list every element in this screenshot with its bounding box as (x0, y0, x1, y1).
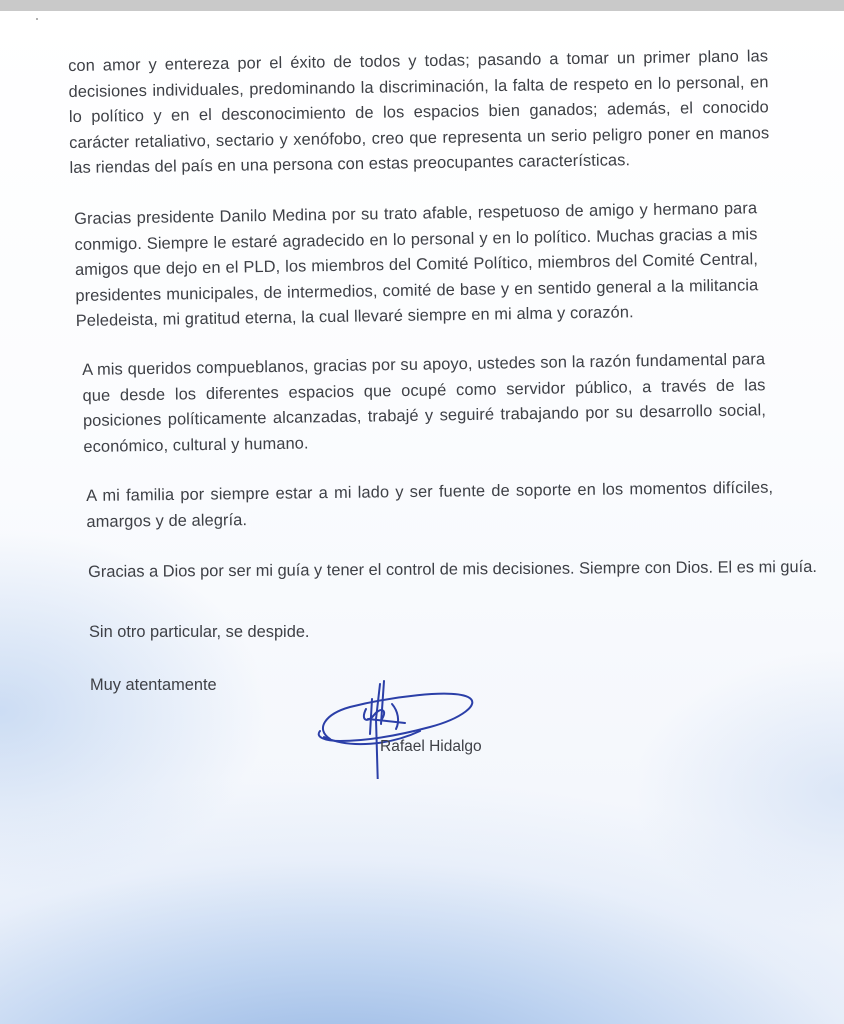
paragraph-opposition-concerns: con amor y entereza por el éxito de todos y todas; pasando a tomar un primer plano las decisiones individuales, predominando la discriminación, la falta de respeto en lo personal, en lo político y en el desconocimiento de los espacios bien ganados; además, el conocido carácter retaliativo, sectario y xenófobo, creo que representa un serio peligro poner en manos las riendas del país en una persona con estas preocupantes características. (68, 47, 770, 177)
closing-line: Muy atentamente (90, 676, 217, 694)
paragraph-thanks-president: Gracias presidente Danilo Medina por su trato afable, respetuoso de amigo y hermano para conmigo. Siempre le estaré agradecido en lo personal y en lo político. Muchas gracias a mis amigos que dejo en el PLD, los miembros del Comité Político, miembros del Comité Central, presidentes municipales, de intermedios, comité de base y en sentido general a la militancia Peledeista, mi gratitud eterna, la cual llevaré siempre en mi alma y corazón. (74, 199, 759, 330)
paragraph-thanks-family: A mi familia por siempre estar a mi lado y ser fuente de soporte en los momentos difíciles, amargos y de alegría. (86, 478, 774, 531)
paper-speck (36, 18, 38, 20)
farewell-line: Sin otro particular, se despide. (89, 623, 310, 641)
top-edge-strip (0, 0, 844, 11)
letter-page (0, 11, 844, 1024)
paragraph-thanks-townspeople: A mis queridos compueblanos, gracias por su apoyo, ustedes son la razón fundamental para que desde los diferentes espacios que ocupé como servidor público, a través de las posiciones políticamente alcanzadas, trabajé y seguiré trabajando por su desarrollo social, económico, cultural y humano. (82, 350, 767, 456)
handwritten-signature (310, 679, 480, 779)
signature-name: Rafael Hidalgo (380, 738, 482, 755)
paragraph-thanks-god: Gracias a Dios por ser mi guía y tener el control de mis decisiones. Siempre con Dios. El es mi guía. (88, 557, 817, 581)
